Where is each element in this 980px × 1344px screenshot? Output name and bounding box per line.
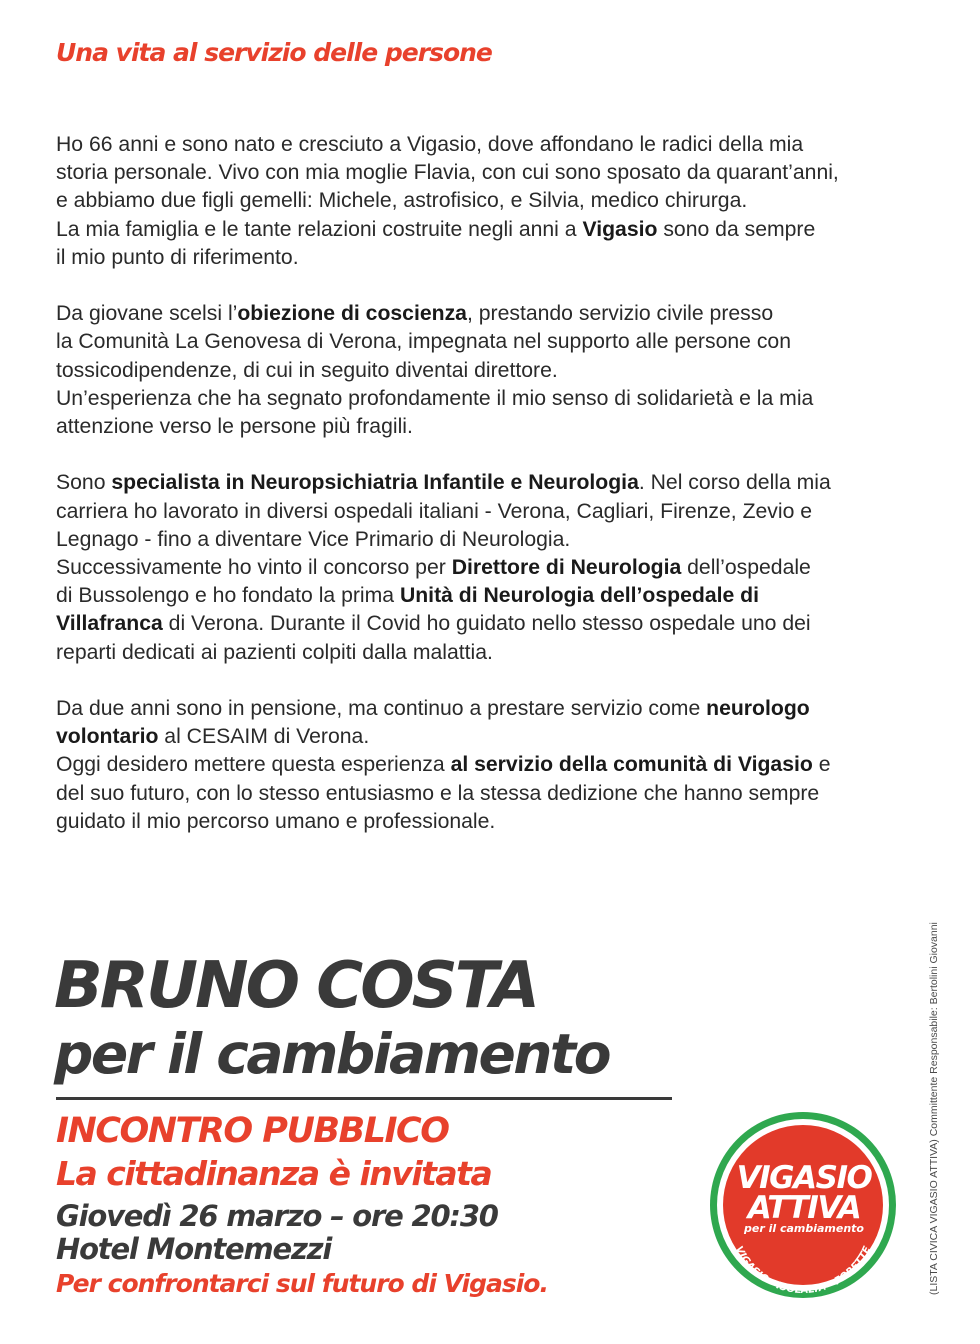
bold-comunita: al servizio della comunità di Vigasio: [450, 753, 813, 777]
bio-line: e abbiamo due figli gemelli: Michele, astrofisico, e Silvia, medico chirurga.: [56, 189, 748, 213]
bio-line: La mia famiglia e le tante relazioni costruite negli anni a Vigasio sono da sempre: [56, 217, 816, 241]
bio-line: del suo futuro, con lo stesso entusiasmo e la stessa dedizione che hanno sempre: [56, 781, 820, 805]
bio-line: di Bussolengo e ho fondato la prima Unità di Neurologia dell’ospedale di: [56, 584, 759, 608]
bio-line: attenzione verso le persone più fragili.: [56, 415, 413, 439]
bio-paragraph-2: [56, 300, 904, 441]
bold-direttore: Direttore di Neurologia: [451, 556, 682, 580]
bio-line: Successivamente ho vinto il concorso per Direttore di Neurologia dell’ospedale: [56, 556, 811, 580]
section-heading: Una vita al servizio delle persone: [56, 38, 492, 67]
bio-line: tossicodipendenze, di cui in seguito diventai direttore.: [56, 358, 558, 382]
bio-line: Oggi desidero mettere questa esperienza al servizio della comunità di Vigasio e: [56, 753, 831, 777]
bio-line: storia personale. Vivo con mia moglie Flavia, con cui sono sposato da quarant’anni,: [56, 161, 839, 185]
bio-line: reparti dedicati ai pazienti colpiti dalla malattia.: [56, 640, 493, 664]
bold-volontario: volontario: [56, 725, 159, 749]
divider: [56, 1097, 672, 1100]
bio-line: la Comunità La Genovesa di Verona, impegnata nel supporto alle persone con: [56, 330, 791, 354]
legal-note: (LISTA CIVICA VIGASIO ATTIVA) Committente Responsabile: Bertolini Giovanni: [928, 922, 940, 1295]
bio-line: volontario al CESAIM di Verona.: [56, 725, 370, 749]
bio-line: Ho 66 anni e sono nato e cresciuto a Vigasio, dove affondano le radici della mia: [56, 133, 804, 156]
bio-line: Da due anni sono in pensione, ma continuo a prestare servizio come neurologo: [56, 697, 810, 721]
bio-line: Legnago - fino a diventare Vice Primario di Neurologia.: [56, 527, 571, 551]
logo-word-vigasio: VIGASIO: [736, 1160, 872, 1196]
vigasio-attiva-logo: [708, 1110, 898, 1300]
bio-line: il mio punto di riferimento.: [56, 245, 299, 269]
event-invite: La cittadinanza è invitata: [56, 1154, 492, 1193]
logo-tagline: per il cambiamento: [743, 1222, 865, 1235]
event-purpose: Per confrontarci sul futuro di Vigasio.: [56, 1269, 548, 1298]
biography-text: [56, 131, 904, 836]
bio-line: Villafranca di Verona. Durante il Covid ho guidato nello stesso ospedale uno dei: [56, 612, 811, 636]
bio-line: Un’esperienza che ha segnato profondamente il mio senso di solidarietà e la mia: [56, 386, 814, 410]
event-title: INCONTRO PUBBLICO: [56, 1111, 449, 1151]
candidate-name: BRUNO COSTA: [54, 949, 537, 1023]
bio-paragraph-1: [56, 131, 904, 272]
bio-line: guidato il mio percorso umano e professionale.: [56, 809, 496, 833]
candidate-slogan: per il cambiamento: [54, 1022, 610, 1086]
bold-villafranca: Villafranca: [56, 612, 163, 636]
bio-paragraph-3: [56, 469, 904, 666]
event-place: Hotel Montemezzi: [56, 1232, 332, 1266]
event-date: Giovedì 26 marzo – ore 20:30: [56, 1199, 498, 1233]
bold-specialista: specialista in Neuropsichiatria Infantile e Neurologia: [111, 471, 639, 495]
bold-unita: Unità di Neurologia dell’ospedale di: [399, 584, 759, 608]
bold-neurologo: neurologo: [706, 697, 810, 721]
logo-word-attiva: ATTIVA: [747, 1190, 861, 1226]
bold-obiezione: obiezione di coscienza: [237, 302, 467, 326]
bio-paragraph-4: [56, 695, 904, 836]
bio-line: Da giovane scelsi l’obiezione di coscienza, prestando servizio civile presso: [56, 302, 774, 326]
bio-line: Sono specialista in Neuropsichiatria Infantile e Neurologia. Nel corso della mia: [56, 471, 831, 495]
bold-vigasio: Vigasio: [582, 217, 658, 241]
bio-line: carriera ho lavorato in diversi ospedali italiani - Verona, Cagliari, Firenze, Zevio e: [56, 499, 813, 523]
logo-arc-text: VIGASIO · ISOLALTA · FORETTE: [732, 1244, 874, 1297]
